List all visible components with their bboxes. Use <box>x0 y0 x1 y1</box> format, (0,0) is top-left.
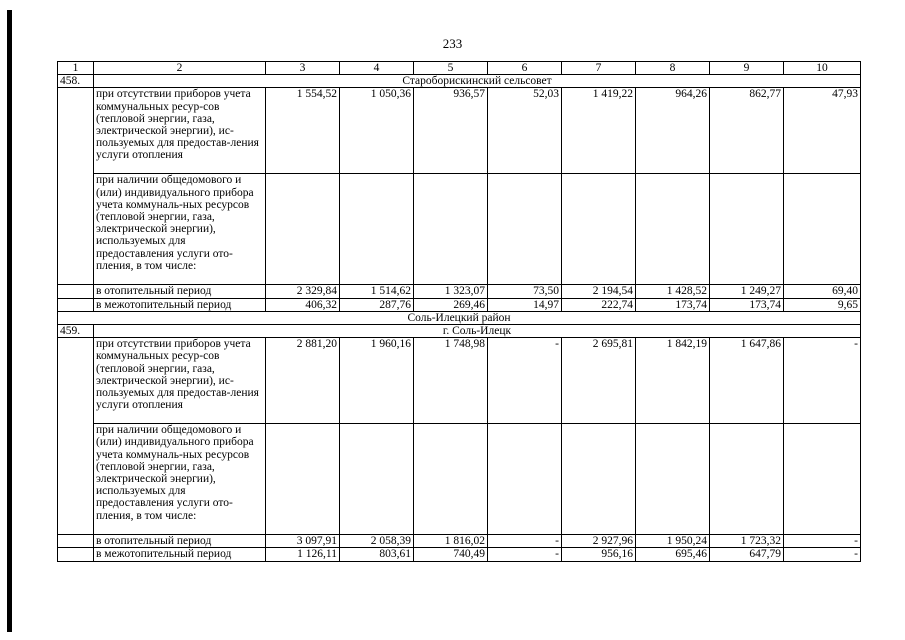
row-label: в межотопительный период <box>94 298 266 311</box>
value-cell: 3 097,91 <box>266 535 340 548</box>
district-title: Соль-Илецкий район <box>58 311 861 324</box>
value-cell <box>710 174 784 285</box>
empty-cell <box>58 535 94 548</box>
value-cell: - <box>784 338 861 424</box>
value-cell: - <box>784 548 861 561</box>
empty-cell <box>58 298 94 311</box>
row-label: в отопительный период <box>94 285 266 298</box>
column-number: 9 <box>710 62 784 75</box>
value-cell <box>340 174 414 285</box>
value-cell <box>562 424 636 535</box>
value-cell <box>340 424 414 535</box>
value-cell <box>488 174 562 285</box>
row-label: в межотопительный период <box>94 548 266 561</box>
value-cell <box>636 174 710 285</box>
column-number: 10 <box>784 62 861 75</box>
value-cell: 173,74 <box>710 298 784 311</box>
table-body <box>58 62 861 562</box>
value-cell: 2 058,39 <box>340 535 414 548</box>
column-number-row <box>58 62 861 75</box>
value-cell <box>414 424 488 535</box>
value-cell: 73,50 <box>488 285 562 298</box>
value-cell: 1 554,52 <box>266 88 340 174</box>
row-label: в отопительный период <box>94 535 266 548</box>
row-label: при отсутствии приборов учета коммунальных ресур-сов (тепловой энергии, газа, электрической энергии), ис-пользуемых для предостав-ления услуги отопления <box>94 338 266 424</box>
page-edge-bar <box>7 10 12 632</box>
table-row <box>58 424 861 535</box>
value-cell: 1 816,02 <box>414 535 488 548</box>
value-cell: 2 881,20 <box>266 338 340 424</box>
table-row <box>58 298 861 311</box>
page-number: 233 <box>442 36 463 51</box>
value-cell: 803,61 <box>340 548 414 561</box>
section-number: 458. <box>58 75 94 88</box>
value-cell <box>266 174 340 285</box>
value-cell: 47,93 <box>784 88 861 174</box>
value-cell: 9,65 <box>784 298 861 311</box>
value-cell: 1 126,11 <box>266 548 340 561</box>
value-cell <box>636 424 710 535</box>
value-cell: 1 050,36 <box>340 88 414 174</box>
column-number: 7 <box>562 62 636 75</box>
value-cell: 695,46 <box>636 548 710 561</box>
value-cell <box>784 174 861 285</box>
value-cell: 2 194,54 <box>562 285 636 298</box>
empty-cell <box>58 285 94 298</box>
table-row <box>58 338 861 424</box>
row-label: при наличии общедомового и (или) индивидуального прибора учета коммуналь-ных ресурсов (тепловой энергии, газа, электрической энергии), используемых для предоставления услуги ото-пления, в том числе: <box>94 174 266 285</box>
value-cell: 406,32 <box>266 298 340 311</box>
value-cell: 1 748,98 <box>414 338 488 424</box>
row-label: при наличии общедомового и (или) индивидуального прибора учета коммуналь-ных ресурсов (тепловой энергии, газа, электрической энергии), используемых для предоставления услуги ото-пления, в том числе: <box>94 424 266 535</box>
empty-cell <box>58 88 94 285</box>
value-cell: 936,57 <box>414 88 488 174</box>
table-row <box>58 548 861 561</box>
table-row <box>58 285 861 298</box>
empty-cell <box>58 548 94 561</box>
column-number: 3 <box>266 62 340 75</box>
empty-cell <box>58 338 94 535</box>
row-label: при отсутствии приборов учета коммунальных ресур-сов (тепловой энергии, газа, электрической энергии), ис-пользуемых для предостав-ления услуги отопления <box>94 88 266 174</box>
value-cell: 69,40 <box>784 285 861 298</box>
value-cell: - <box>488 338 562 424</box>
value-cell: 1 428,52 <box>636 285 710 298</box>
value-cell: 1 960,16 <box>340 338 414 424</box>
value-cell <box>414 174 488 285</box>
value-cell: 1 842,19 <box>636 338 710 424</box>
value-cell <box>562 174 636 285</box>
section-title: г. Соль-Илецк <box>94 325 861 338</box>
value-cell: 14,97 <box>488 298 562 311</box>
column-number: 6 <box>488 62 562 75</box>
value-cell: 52,03 <box>488 88 562 174</box>
value-cell: - <box>488 535 562 548</box>
table-row <box>58 174 861 285</box>
value-cell: 222,74 <box>562 298 636 311</box>
column-number: 1 <box>58 62 94 75</box>
value-cell: 647,79 <box>710 548 784 561</box>
value-cell <box>266 424 340 535</box>
section-title-row <box>58 325 861 338</box>
value-cell: 2 695,81 <box>562 338 636 424</box>
value-cell: - <box>488 548 562 561</box>
table-row <box>58 535 861 548</box>
value-cell: 269,46 <box>414 298 488 311</box>
value-cell: 1 647,86 <box>710 338 784 424</box>
section-number: 459. <box>58 325 94 338</box>
section-title-row <box>58 75 861 88</box>
value-cell: 1 419,22 <box>562 88 636 174</box>
section-title: Староборискинский сельсовет <box>94 75 861 88</box>
value-cell: 287,76 <box>340 298 414 311</box>
value-cell: 1 323,07 <box>414 285 488 298</box>
value-cell <box>488 424 562 535</box>
value-cell: 1 950,24 <box>636 535 710 548</box>
value-cell <box>784 424 861 535</box>
value-cell: 1 514,62 <box>340 285 414 298</box>
tariff-table <box>57 61 861 562</box>
value-cell: 1 249,27 <box>710 285 784 298</box>
column-number: 4 <box>340 62 414 75</box>
value-cell: 956,16 <box>562 548 636 561</box>
value-cell: 1 723,32 <box>710 535 784 548</box>
value-cell <box>710 424 784 535</box>
value-cell: 964,26 <box>636 88 710 174</box>
value-cell: 862,77 <box>710 88 784 174</box>
table-row <box>58 88 861 174</box>
district-title-row <box>58 311 861 324</box>
value-cell: - <box>784 535 861 548</box>
value-cell: 173,74 <box>636 298 710 311</box>
value-cell: 2 927,96 <box>562 535 636 548</box>
column-number: 5 <box>414 62 488 75</box>
column-number: 2 <box>94 62 266 75</box>
value-cell: 2 329,84 <box>266 285 340 298</box>
column-number: 8 <box>636 62 710 75</box>
value-cell: 740,49 <box>414 548 488 561</box>
